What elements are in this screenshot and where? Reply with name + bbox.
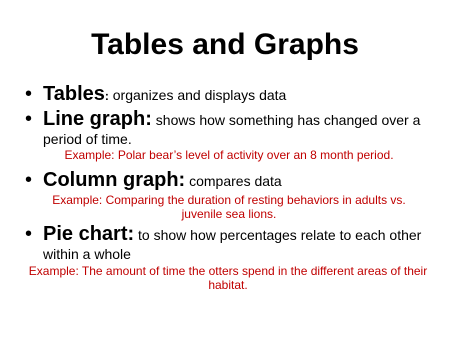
bullet-description: to show how percentages relate to each other within a whole [43,227,422,262]
bullet-dot-icon: • [25,83,33,105]
bullet-example: Example: Comparing the duration of resting behaviors in adults vs. juvenile sea lions. [52,193,406,221]
bullet-dot-icon: • [25,108,33,130]
bullet-description: compares data [185,173,282,189]
bullet-example: Example: Polar bear’s level of activity over an 8 month period. [64,148,394,162]
bullet-example: Example: The amount of time the otters spend in the different areas of their habitat. [28,264,428,292]
bullet-description: shows how something has changed over a period of time. [43,112,421,147]
bullet-term: Column graph: [43,169,186,191]
bullet-tables [25,82,433,106]
slide-title: Tables and Graphs [91,28,359,61]
bullet-pie-chart [25,222,433,264]
bullet-description: organizes and displays data [108,87,287,103]
bullet-term-colon: : [104,89,109,103]
bullet-column-graph [25,168,433,192]
bullet-dot-icon: • [25,169,33,191]
bullet-term: Line graph: [43,108,152,130]
bullet-term: Pie chart: [43,223,135,245]
bullet-term: Tables [43,83,105,105]
bullet-dot-icon: • [25,223,33,245]
bullet-line-graph [25,107,433,149]
